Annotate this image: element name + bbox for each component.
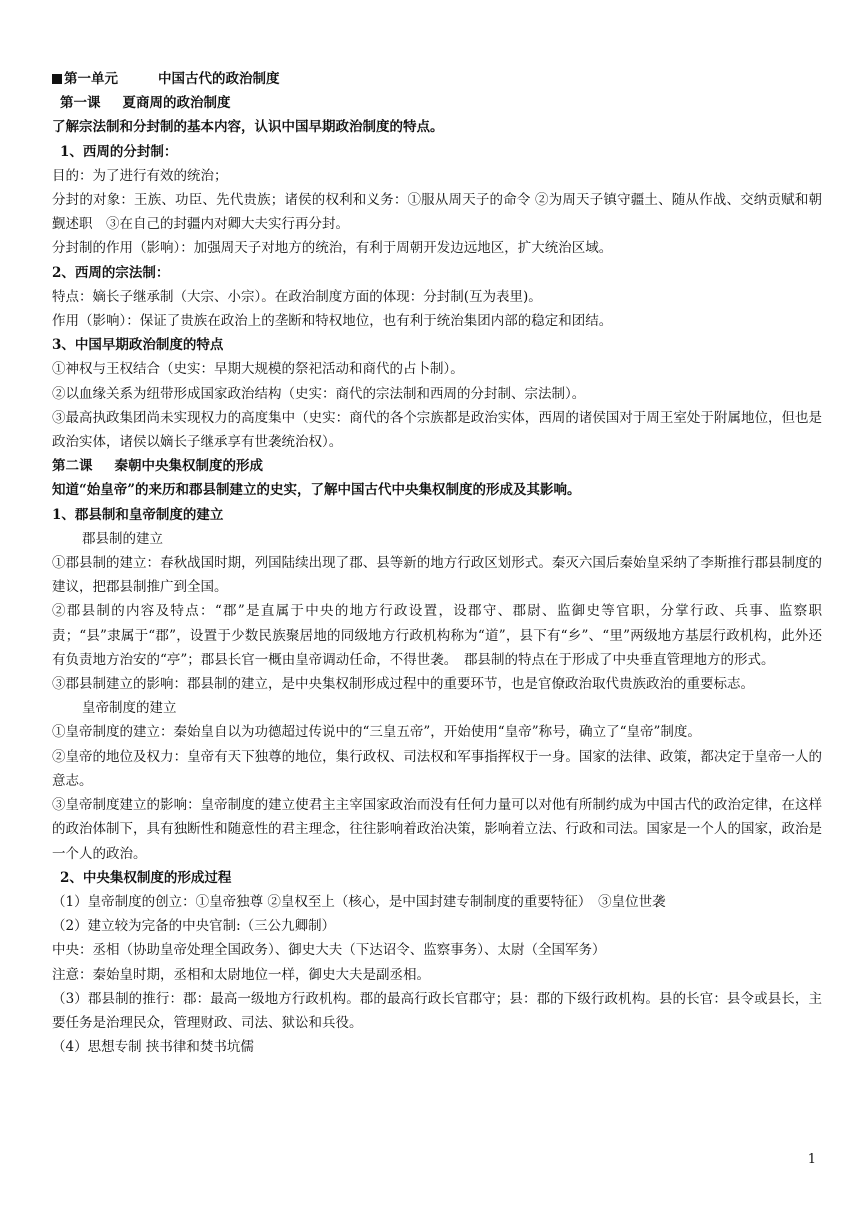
paragraph: ②郡县制的内容及特点：“郡”是直属于中央的地方行政设置，设郡守、郡尉、监御史等官职，分掌行政、兵事、监察职责；“县”隶属于“郡”，设置于少数民族聚居地的同级地方行政机构称为“道”，县下有“乡”、“里”两级地方基层行政机构，此外还有负责地方治安的“亭”；郡县长官一概由皇帝调动任命，不得世袭。 郡县制的特点在于形成了中央垂直管理地方的形式。 [52,603,822,668]
paragraph: 分封的对象：王族、功臣、先代贵族；诸侯的权利和义务：①服从周天子的命令 ②为周天子镇守疆土、随从作战、交纳贡赋和朝觐述职 ③在自己的封疆内对卿大夫实行再分封。 [52,192,822,233]
lesson1-subtitle: 夏商周的政治制度 [122,95,231,112]
paragraph: （2）建立较为完备的中央官制:（三公九卿制） [52,918,336,935]
section-heading: 1、郡县制和皇帝制度的建立 [52,506,224,523]
paragraph: 特点：嫡长子继承制（大宗、小宗）。在政治制度方面的体现：分封制(互为表里)。 [52,288,542,305]
lesson2-goal: 知道“始皇帝”的来历和郡县制建立的史实，了解中国古代中央集权制度的形成及其影响。 [52,482,581,499]
paragraph: 注意：秦始皇时期，丞相和太尉地位一样，御史大夫是副丞相。 [52,966,430,983]
section-heading: 2、中央集权制度的形成过程 [60,869,232,886]
paragraph: ②皇帝的地位及权力：皇帝有天下独尊的地位，集行政权、司法权和军事指挥权于一身。国家的法律、政策，都决定于皇帝一人的意志。 [52,748,822,789]
section-heading: 3、中国早期政治制度的特点 [52,337,224,354]
paragraph: 作用（影响）：保证了贵族在政治上的垄断和特权地位，也有利于统治集团内部的稳定和团结。 [52,313,613,330]
paragraph: ③皇帝制度建立的影响：皇帝制度的建立使君主主宰国家政治而没有任何力量可以对他有所制约成为中国古代的政治定律，在这样的政治体制下，具有独断性和随意性的君主理念，往往影响着政治决策，影响着立法、行政和司法。国家是一个人的国家，政治是一个人的政治。 [52,797,822,862]
paragraph: （3）郡县制的推行：郡：最高一级地方行政机构。郡的最高行政长官郡守；县：郡的下级行政机构。县的长官：县令或县长，主要任务是治理民众，管理财政、司法、狱讼和兵役。 [52,990,822,1031]
unit-heading [52,67,822,91]
square-bullet-icon [52,74,62,84]
paragraph: ①皇帝制度的建立：秦始皇自以为功德超过传说中的“三皇五帝”，开始使用“皇帝”称号，确立了“皇帝”制度。 [52,724,701,741]
paragraph: 分封制的作用（影响）：加强周天子对地方的统治，有利于周朝开发边远地区，扩大统治区域。 [52,240,613,257]
section-heading: 2、西周的宗法制： [52,264,170,281]
lesson2-title: 第二课 [52,458,93,475]
section-heading: 1、西周的分封制： [60,143,178,160]
paragraph: （1）皇帝制度的创立：①皇帝独尊 ②皇权至上（核心，是中国封建专制制度的重要特征） ③皇位世袭 [52,893,666,910]
paragraph: （4）思想专制 挟书律和焚书坑儒 [52,1039,254,1056]
paragraph: ③最高执政集团尚未实现权力的高度集中（史实：商代的各个宗族都是政治实体，西周的诸侯国对于周王室处于附属地位，但也是政治实体，诸侯以嫡长子继承享有世袭统治权）。 [52,409,822,451]
paragraph: ③郡县制建立的影响：郡县制的建立，是中央集权制形成过程中的重要环节，也是官僚政治取代贵族政治的重要标志。 [52,676,754,693]
document-content [52,67,822,1059]
lesson1-heading [52,91,822,115]
lesson2-heading [52,454,822,478]
lesson2-subtitle: 秦朝中央集权制度的形成 [114,458,263,475]
paragraph: ②以血缘关系为纽带形成国家政治结构（史实：商代的宗法制和西周的分封制、宗法制）。 [52,385,586,402]
unit-title: 第一单元 [64,71,118,87]
paragraph: ①神权与王权结合（史实：早期大规模的祭祀活动和商代的占卜制）。 [52,361,464,378]
subsection-heading: 皇帝制度的建立 [82,700,177,717]
paragraph: 中央：丞相（协助皇帝处理全国政务）、御史大夫（下达诏令、监察事务）、太尉（全国军务） [52,942,606,959]
page-number: 1 [807,1152,816,1167]
paragraph: ①郡县制的建立：春秋战国时期，列国陆续出现了郡、县等新的地方行政区划形式。秦灭六国后秦始皇采纳了李斯推行郡县制度的建议，把郡县制推广到全国。 [52,555,822,596]
unit-subtitle: 中国古代的政治制度 [158,71,280,87]
paragraph: 目的：为了进行有效的统治； [52,167,228,184]
lesson1-goal: 了解宗法制和分封制的基本内容，认识中国早期政治制度的特点。 [52,119,444,136]
subsection-heading: 郡县制的建立 [82,530,163,547]
lesson1-title: 第一课 [60,95,101,112]
